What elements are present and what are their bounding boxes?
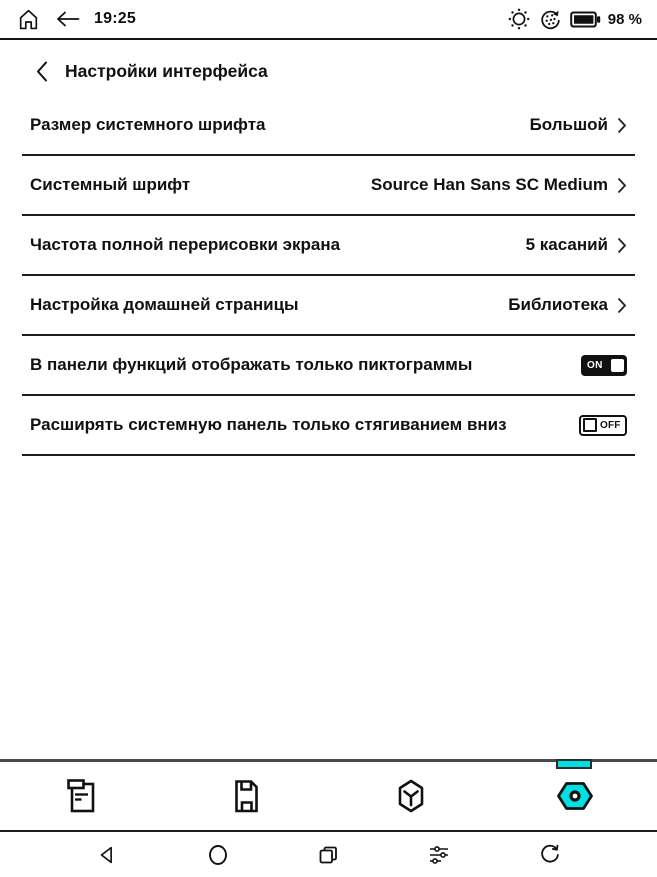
nav-recents-button[interactable] [303,843,353,867]
toggle-knob [583,418,597,432]
chevron-right-icon [617,117,627,134]
toggle-off-label: OFF [600,419,621,431]
chevron-right-icon [617,297,627,314]
setting-label: Расширять системную панель только стягиванием вниз [30,414,507,434]
status-bar-right [507,7,642,32]
nav-back-button[interactable] [82,844,132,866]
page-title: Настройки интерфейса [65,61,268,81]
setting-value: Большой [529,115,608,134]
toggle-knob [611,359,624,372]
setting-right [526,235,627,255]
android-nav-bar [0,830,657,877]
setting-value: Библиотека [508,295,608,314]
setting-right [581,355,627,376]
setting-right [530,115,627,135]
clock: 19:25 [94,10,136,27]
nav-refresh-button[interactable] [525,843,575,866]
back-chevron-icon[interactable] [36,61,48,82]
chevron-right-icon [617,177,627,194]
toggle-off[interactable] [579,415,627,436]
page-header [0,40,657,94]
status-bar-left [16,7,136,32]
tab-apps[interactable] [329,774,493,818]
nav-home-button[interactable] [193,843,243,867]
home-icon[interactable] [16,7,41,32]
setting-row-full-refresh-frequency[interactable] [22,216,635,276]
settings-nut-icon [554,775,596,817]
setting-row-system-font-size[interactable] [22,96,635,156]
settings-list [0,96,657,456]
setting-right [371,175,627,195]
setting-value: Source Han Sans SC Medium [370,175,608,194]
brightness-icon[interactable] [507,7,531,31]
storage-icon [228,776,264,816]
tab-settings[interactable] [493,775,657,817]
empty-area [0,456,657,759]
setting-label: В панели функций отображать только пиктограммы [30,354,473,374]
tab-library[interactable] [0,776,164,816]
active-tab-indicator [556,759,592,769]
toggle-on-label: ON [587,359,603,371]
setting-label: Настройка домашней страницы [30,294,299,314]
library-icon [64,776,100,816]
setting-row-system-font[interactable] [22,156,635,216]
battery-percent: 98 % [607,10,642,28]
setting-right [508,295,627,315]
back-arrow-icon[interactable] [54,9,81,29]
apps-cube-icon [391,774,431,818]
tab-storage[interactable] [164,776,328,816]
nav-tune-button[interactable] [414,843,464,867]
setting-row-expand-system-panel-pulldown[interactable] [22,396,635,456]
setting-label: Частота полной перерисовки экрана [30,234,341,254]
main-tab-bar [0,759,657,830]
setting-label: Размер системного шрифта [30,114,266,134]
toggle-on[interactable] [581,355,627,376]
battery-icon [570,11,601,28]
setting-row-icons-only-function-panel[interactable] [22,336,635,396]
setting-value: 5 касаний [525,235,608,254]
status-bar [0,0,657,40]
setting-right [579,415,627,436]
chevron-right-icon [617,237,627,254]
setting-label: Системный шрифт [30,174,191,194]
setting-row-home-page[interactable] [22,276,635,336]
eink-refresh-mode-icon[interactable] [538,7,563,32]
